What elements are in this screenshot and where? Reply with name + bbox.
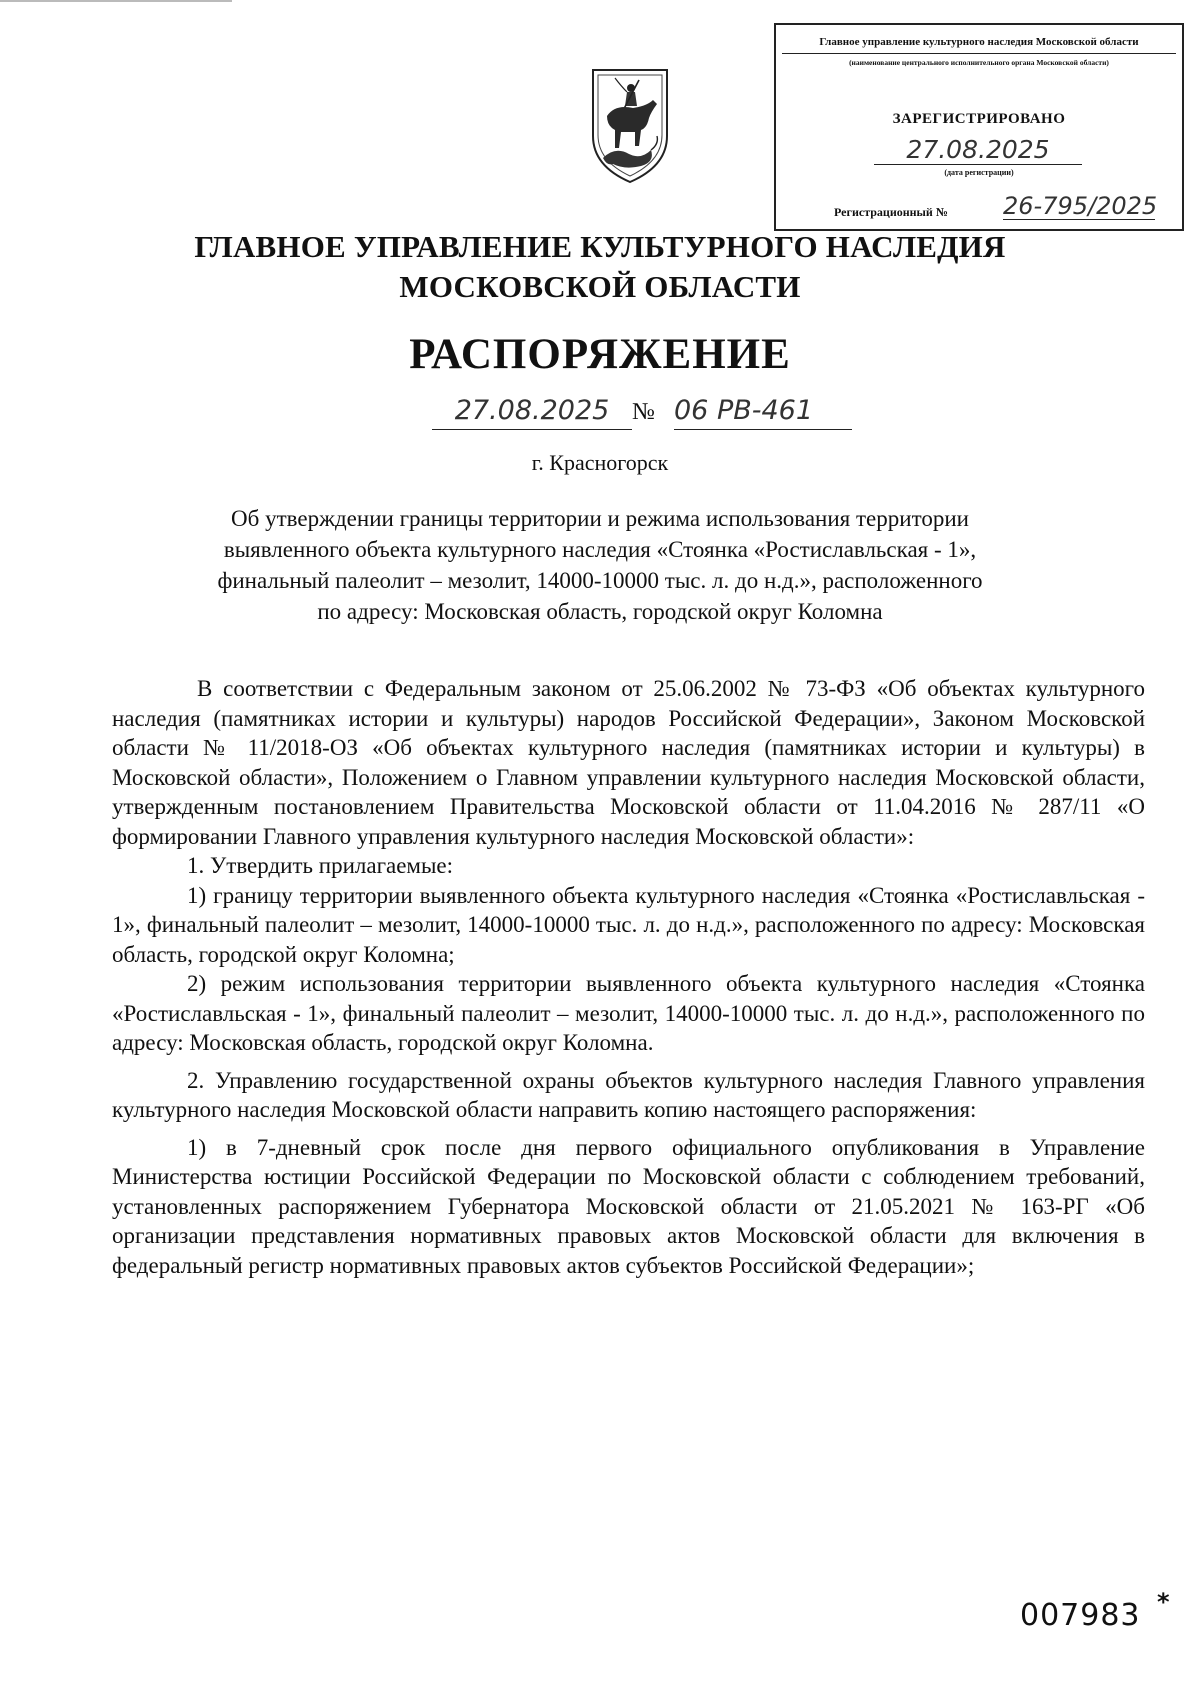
stamp-org-caption: (наименование центрального исполнительного органа Московской области) (849, 58, 1109, 67)
document-number-row (0, 393, 1200, 433)
document-type: РАСПОРЯЖЕНИЕ (409, 331, 791, 378)
org-line-1: ГЛАВНОЕ УПРАВЛЕНИЕ КУЛЬТУРНОГО НАСЛЕДИЯ (194, 229, 1006, 264)
number-sign: № (632, 399, 655, 425)
serial-star: * (1157, 1588, 1170, 1616)
title-line-4: по адресу: Московская область, городской округ Коломна (317, 599, 883, 624)
stamp-date-line (874, 164, 1082, 165)
title-line-2: выявленного объекта культурного наследия «Стоянка «Ростиславльская - 1», (223, 537, 977, 562)
document-number: 06 РВ-461 (674, 393, 852, 430)
form-serial-number: 007983 (1020, 1598, 1141, 1633)
document-title (140, 503, 1060, 627)
preamble-paragraph: В соответствии с Федеральным законом от 25.06.2002 № 73-ФЗ «Об объектах культурного наследия (памятниках истории и культуры) народов Российской Федерации», Законом Московской области № 11/2018-ОЗ «Об объектах культурного наследия (памятниках истории и культуры) в Московской области», Положением о Главном управлении культурного наследия Московской области, утвержденным постановлением Правительства Московской области от 11.04.2016 № 287/11 «О формировании Главного управления культурного наследия Московской области»: (112, 676, 1145, 849)
scan-edge-mark (0, 0, 232, 2)
document-date: 27.08.2025 (432, 393, 632, 430)
org-line-2: МОСКОВСКОЙ ОБЛАСТИ (399, 269, 801, 304)
clause-1: 1. Утвердить прилагаемые: (187, 853, 454, 878)
clause-2-1: 1) в 7-дневный срок после дня первого официального опубликования в Управление Министерства юстиции Российской Федерации по Московской области с соблюдением требований, установленных распоряжением Губернатора Московской области от 21.05.2021 № 163-РГ «Об организации представления нормативных правовых актов Московской области для включения в федеральный регистр нормативных правовых актов субъектов Российской Федерации»; (112, 1134, 1145, 1278)
clause-1-1: 1) границу территории выявленного объекта культурного наследия «Стоянка «Ростиславльская - 1», финальный палеолит – мезолит, 14000-10000 тыс. л. до н.д.», расположенного по адресу: Московская область, городской округ Коломна; (112, 882, 1145, 967)
stamp-date-row (874, 135, 1082, 165)
document-body (112, 674, 1145, 1280)
organization-heading (0, 227, 1200, 307)
clause-1-2: 2) режим использования территории выявленного объекта культурного наследия «Стоянка «Ростиславльская - 1», финальный палеолит – мезолит, 14000-10000 тыс. л. до н.д.», расположенного по адресу: Московская область, городской округ Коломна. (112, 971, 1145, 1055)
registration-stamp (774, 23, 1184, 231)
title-line-1: Об утверждении границы территории и режима использования территории (231, 506, 969, 531)
coat-of-arms-icon (585, 66, 675, 186)
stamp-date-caption: (дата регистрации) (944, 168, 1014, 177)
title-line-3: финальный палеолит – мезолит, 14000-10000 тыс. л. до н.д.», расположенного (217, 568, 983, 593)
stamp-org: Главное управление культурного наследия Московской области (782, 31, 1176, 54)
city: г. Красногорск (531, 450, 669, 475)
stamp-registered: ЗАРЕГИСТРИРОВАНО (892, 111, 1066, 127)
clause-2: 2. Управлению государственной охраны объектов культурного наследия Главного управления культурного наследия Московской области направить копию настоящего распоряжения: (112, 1067, 1145, 1122)
stamp-reg-number-label: Регистрационный № (834, 205, 948, 219)
stamp-reg-date: 27.08.2025 (906, 135, 1050, 164)
stamp-reg-number: 26-795/2025 (1003, 192, 1158, 220)
